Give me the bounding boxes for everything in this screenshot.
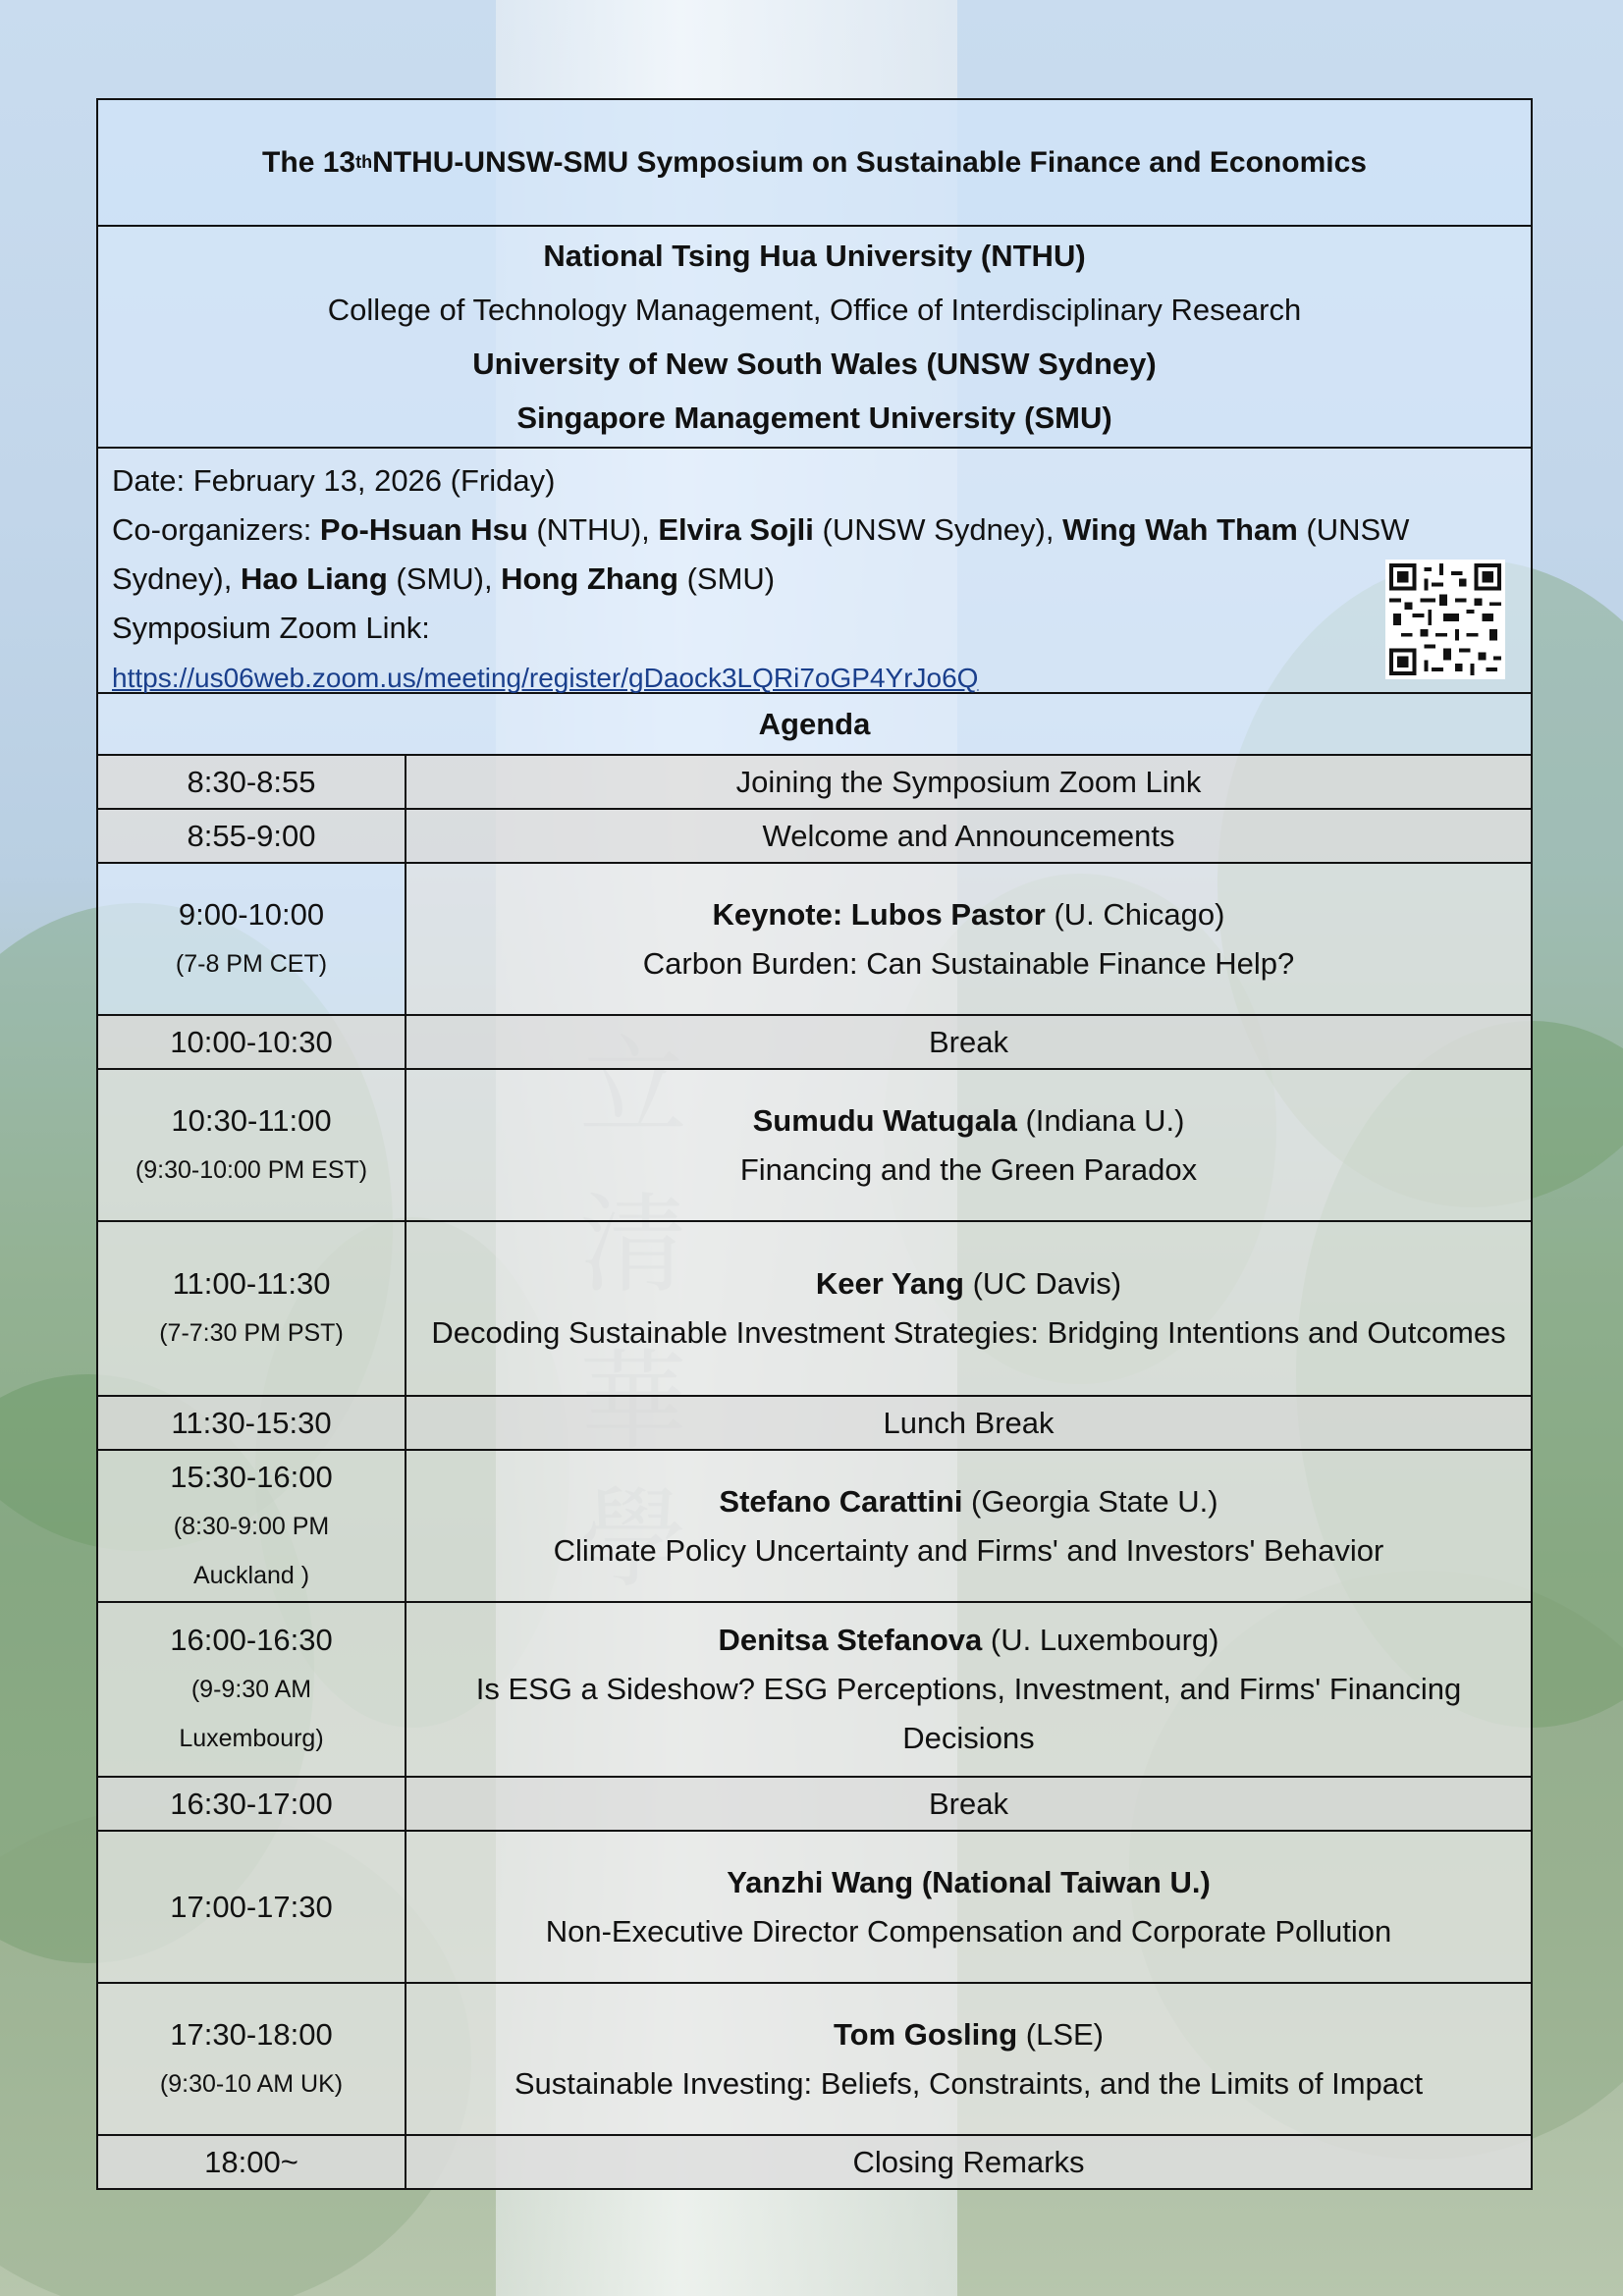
agenda-time-cell [98,1397,406,1449]
org-nthu-units: College of Technology Management, Office of Interdisciplinary Research [327,293,1302,327]
co-organizer-affiliation: (UNSW Sydney), [813,512,1063,547]
agenda-talk: Break [929,1786,1008,1821]
agenda-time-cell [98,1070,406,1220]
organizer-block [98,225,1531,447]
agenda-time: 17:00-17:30 [170,1889,333,1924]
org-smu: Singapore Management University (SMU) [516,400,1112,435]
agenda-affiliation: (Indiana U.) [1016,1102,1185,1138]
agenda-content-cell [406,1451,1531,1601]
agenda-row [98,808,1531,862]
agenda-local-time: Luxembourg) [179,1725,324,1752]
agenda-speaker: Keer Yang [815,1266,964,1301]
title-superscript: th [355,152,373,172]
agenda-talk: Non-Executive Director Compensation and Corporate Pollution [545,1913,1392,1949]
agenda-talk: Is ESG a Sideshow? ESG Perceptions, Investment, and Firms' Financing Decisions [475,1672,1462,1755]
agenda-talk: Joining the Symposium Zoom Link [735,764,1202,799]
agenda-row [98,1776,1531,1830]
co-organizer-affiliation: (NTHU), [527,512,659,547]
agenda-row [98,1395,1531,1449]
agenda-content-cell [406,1397,1531,1449]
co-organizers-label: Co-organizers: [112,512,320,547]
agenda-time-cell [98,1603,406,1776]
agenda-time-cell [98,1451,406,1601]
agenda-time: 15:30-16:00 [170,1459,333,1494]
zoom-qr-code[interactable] [1385,560,1505,679]
co-organizers [112,506,1517,555]
agenda-talk: Decoding Sustainable Investment Strategies: Bridging Intentions and Outcomes [431,1315,1506,1350]
agenda-talk: Welcome and Announcements [762,818,1175,853]
agenda-talk: Financing and the Green Paradox [739,1151,1198,1187]
agenda-time-cell [98,810,406,862]
agenda-affiliation: (U. Chicago) [1045,896,1225,932]
event-info [98,447,1531,692]
agenda-row [98,1982,1531,2134]
agenda-time: 16:30-17:00 [170,1786,333,1821]
agenda-row [98,1830,1531,1982]
agenda-content-cell [406,1070,1531,1220]
agenda-row [98,1220,1531,1395]
agenda-content-cell [406,756,1531,808]
agenda-local-time: Auckland ) [192,1561,310,1589]
agenda-content-cell [406,1222,1531,1395]
qr-code-icon [1389,563,1501,675]
agenda-speaker: Tom Gosling [834,2016,1018,2052]
agenda-local-time: (7-7:30 PM PST) [159,1319,344,1347]
zoom-link-label: Symposium Zoom Link: [112,611,430,645]
agenda-time: 8:30-8:55 [187,764,316,799]
agenda-affiliation: (LSE) [1017,2016,1104,2052]
co-organizer-name: Po-Hsuan Hsu [319,512,528,547]
agenda-time: 10:30-11:00 [171,1102,332,1138]
agenda-time: 18:00~ [204,2144,298,2179]
symposium-title [98,100,1531,225]
agenda-time-cell [98,864,406,1014]
agenda-local-time: (9:30-10 AM UK) [159,2069,344,2098]
agenda-content-cell [406,1984,1531,2134]
agenda-speaker: Keynote: Lubos Pastor [712,896,1046,932]
agenda-content-cell [406,810,1531,862]
agenda-speaker: Yanzhi Wang (National Taiwan U.) [727,1864,1211,1899]
agenda-row [98,862,1531,1014]
agenda-content-cell [406,2136,1531,2188]
agenda-local-time: (7-8 PM CET) [175,949,328,978]
title-text: The 13 [262,145,356,179]
agenda-talk: Break [929,1024,1008,1059]
agenda-time: 17:30-18:00 [170,2016,333,2052]
agenda-time: 9:00-10:00 [178,896,325,932]
agenda-content-cell [406,1016,1531,1068]
agenda-row [98,1601,1531,1776]
agenda-speaker: Denitsa Stefanova [718,1623,983,1657]
agenda-affiliation: (UC Davis) [963,1266,1122,1301]
co-organizer-name: Wing Wah Tham [1062,512,1298,547]
agenda-speaker: Sumudu Watugala [752,1102,1017,1138]
event-date: Date: February 13, 2026 (Friday) [112,463,556,498]
co-organizer-name: Hong Zhang [501,561,678,596]
agenda-time: 8:55-9:00 [187,818,316,853]
agenda-affiliation: (U. Luxembourg) [982,1623,1219,1657]
org-unsw: University of New South Wales (UNSW Sydney) [472,347,1157,381]
agenda-content-cell [406,1832,1531,1982]
agenda-talk: Carbon Burden: Can Sustainable Finance Help? [642,945,1295,981]
agenda-local-time: (9-9:30 AM [190,1676,312,1703]
agenda-talk: Closing Remarks [852,2144,1085,2179]
agenda-time-cell [98,1832,406,1982]
agenda-heading-text: Agenda [758,706,871,741]
agenda-affiliation: (Georgia State U.) [962,1483,1218,1519]
co-organizer-name: Elvira Sojli [658,512,814,547]
agenda-talk: Climate Policy Uncertainty and Firms' and Investors' Behavior [553,1532,1384,1568]
agenda-time-cell [98,2136,406,2188]
agenda-time: 11:00-11:30 [172,1266,331,1301]
agenda-row [98,1449,1531,1601]
co-organizer-affiliation: Sydney), [112,561,241,596]
agenda-local-time: (8:30-9:00 PM [173,1512,330,1540]
agenda-row [98,1068,1531,1220]
agenda-time-cell [98,756,406,808]
co-organizer-name: Hao Liang [240,561,388,596]
agenda-time: 16:00-16:30 [170,1623,333,1657]
agenda-time-cell [98,1984,406,2134]
agenda-speaker: Stefano Carattini [719,1483,963,1519]
agenda-time-cell [98,1778,406,1830]
agenda-talk: Lunch Break [883,1405,1055,1440]
agenda-content-cell [406,864,1531,1014]
agenda-time: 11:30-15:30 [171,1405,332,1440]
agenda-row [98,1014,1531,1068]
agenda-talk: Sustainable Investing: Beliefs, Constraints, and the Limits of Impact [514,2065,1424,2101]
co-organizer-affiliation: (SMU) [677,561,776,596]
co-organizer-affiliation: (SMU), [387,561,502,596]
agenda-content-cell [406,1603,1531,1776]
co-organizers-continued [112,555,1517,604]
agenda-time: 10:00-10:30 [170,1024,333,1059]
co-organizer-affiliation: (UNSW [1297,512,1410,547]
agenda-local-time: (9:30-10:00 PM EST) [135,1155,368,1184]
agenda-time-cell [98,1222,406,1395]
agenda-content-cell [406,1778,1531,1830]
org-nthu: National Tsing Hua University (NTHU) [543,239,1086,273]
zoom-registration-link[interactable]: https://us06web.zoom.us/meeting/register/gDaock3LQRi7oGP4YrJo6Q [112,663,979,693]
agenda-row [98,754,1531,808]
agenda-row [98,2134,1531,2188]
agenda-time-cell [98,1016,406,1068]
symposium-program [96,98,1533,2190]
title-text-rest: NTHU-UNSW-SMU Symposium on Sustainable Finance and Economics [372,145,1367,179]
